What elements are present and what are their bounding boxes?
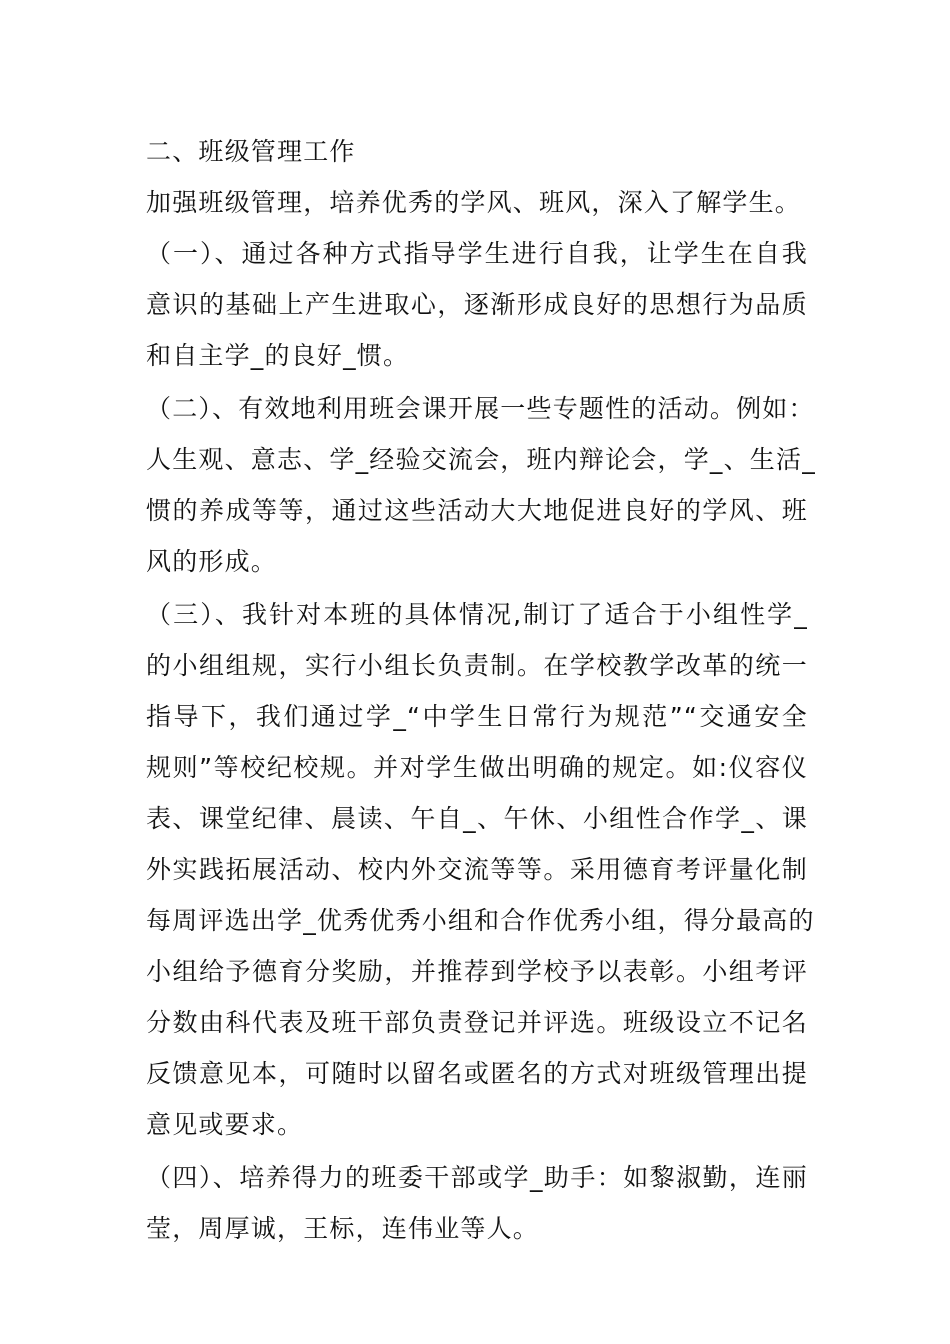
paragraph-line: 莹，周厚诚，王标，连伟业等人。	[146, 1214, 540, 1243]
section-heading: 二、班级管理工作	[146, 137, 356, 166]
paragraph-line: 每周评选出学_优秀优秀小组和合作优秀小组，得分最高的	[146, 906, 815, 935]
paragraph-2	[146, 383, 816, 587]
paragraph-line: 人生观、意志、学_经验交流会，班内辩论会，学_、生活_	[146, 445, 816, 474]
paragraph-line: 指导下，我们通过学_“中学生日常行为规范”“交通安全	[146, 702, 808, 731]
paragraph-line: 意识的基础上产生进取心，逐渐形成良好的思想行为品质	[146, 290, 808, 319]
paragraph-line: 反馈意见本，可随时以留名或匿名的方式对班级管理出提	[146, 1059, 808, 1088]
paragraph-1	[146, 228, 808, 381]
paragraph-line: （四）、培养得力的班委干部或学_助手：如黎淑勤，连丽	[146, 1163, 808, 1192]
paragraph-line: 分数由科代表及班干部负责登记并评选。班级设立不记名	[146, 1008, 808, 1037]
paragraph-line: （一）、通过各种方式指导学生进行自我，让学生在自我	[146, 239, 808, 268]
paragraph-line: 的小组组规，实行小组长负责制。在学校教学改革的统一	[146, 651, 808, 680]
paragraph-3	[146, 589, 815, 1150]
paragraph-line: 表、课堂纪律、晨读、午自_、午休、小组性合作学_、课	[146, 804, 808, 833]
paragraph-line: 意见或要求。	[146, 1110, 304, 1139]
paragraph-line: （三）、我针对本班的具体情况,制订了适合于小组性学_	[146, 600, 808, 629]
document-page	[146, 126, 816, 1256]
paragraph-line: 规则”等校纪校规。并对学生做出明确的规定。如:仪容仪	[146, 753, 808, 782]
intro-line: 加强班级管理，培养优秀的学风、班风，深入了解学生。	[146, 188, 802, 217]
paragraph-line: （二）、有效地利用班会课开展一些专题性的活动。例如：	[146, 394, 815, 423]
paragraph-line: 和自主学_的良好_惯。	[146, 341, 410, 370]
paragraph-line: 风的形成。	[146, 547, 278, 576]
paragraph-4	[146, 1152, 808, 1254]
paragraph-line: 外实践拓展活动、校内外交流等等。采用德育考评量化制	[146, 855, 808, 884]
paragraph-line: 惯的养成等等，通过这些活动大大地促进良好的学风、班	[146, 496, 808, 525]
paragraph-line: 小组给予德育分奖励，并推荐到学校予以表彰。小组考评	[146, 957, 808, 986]
